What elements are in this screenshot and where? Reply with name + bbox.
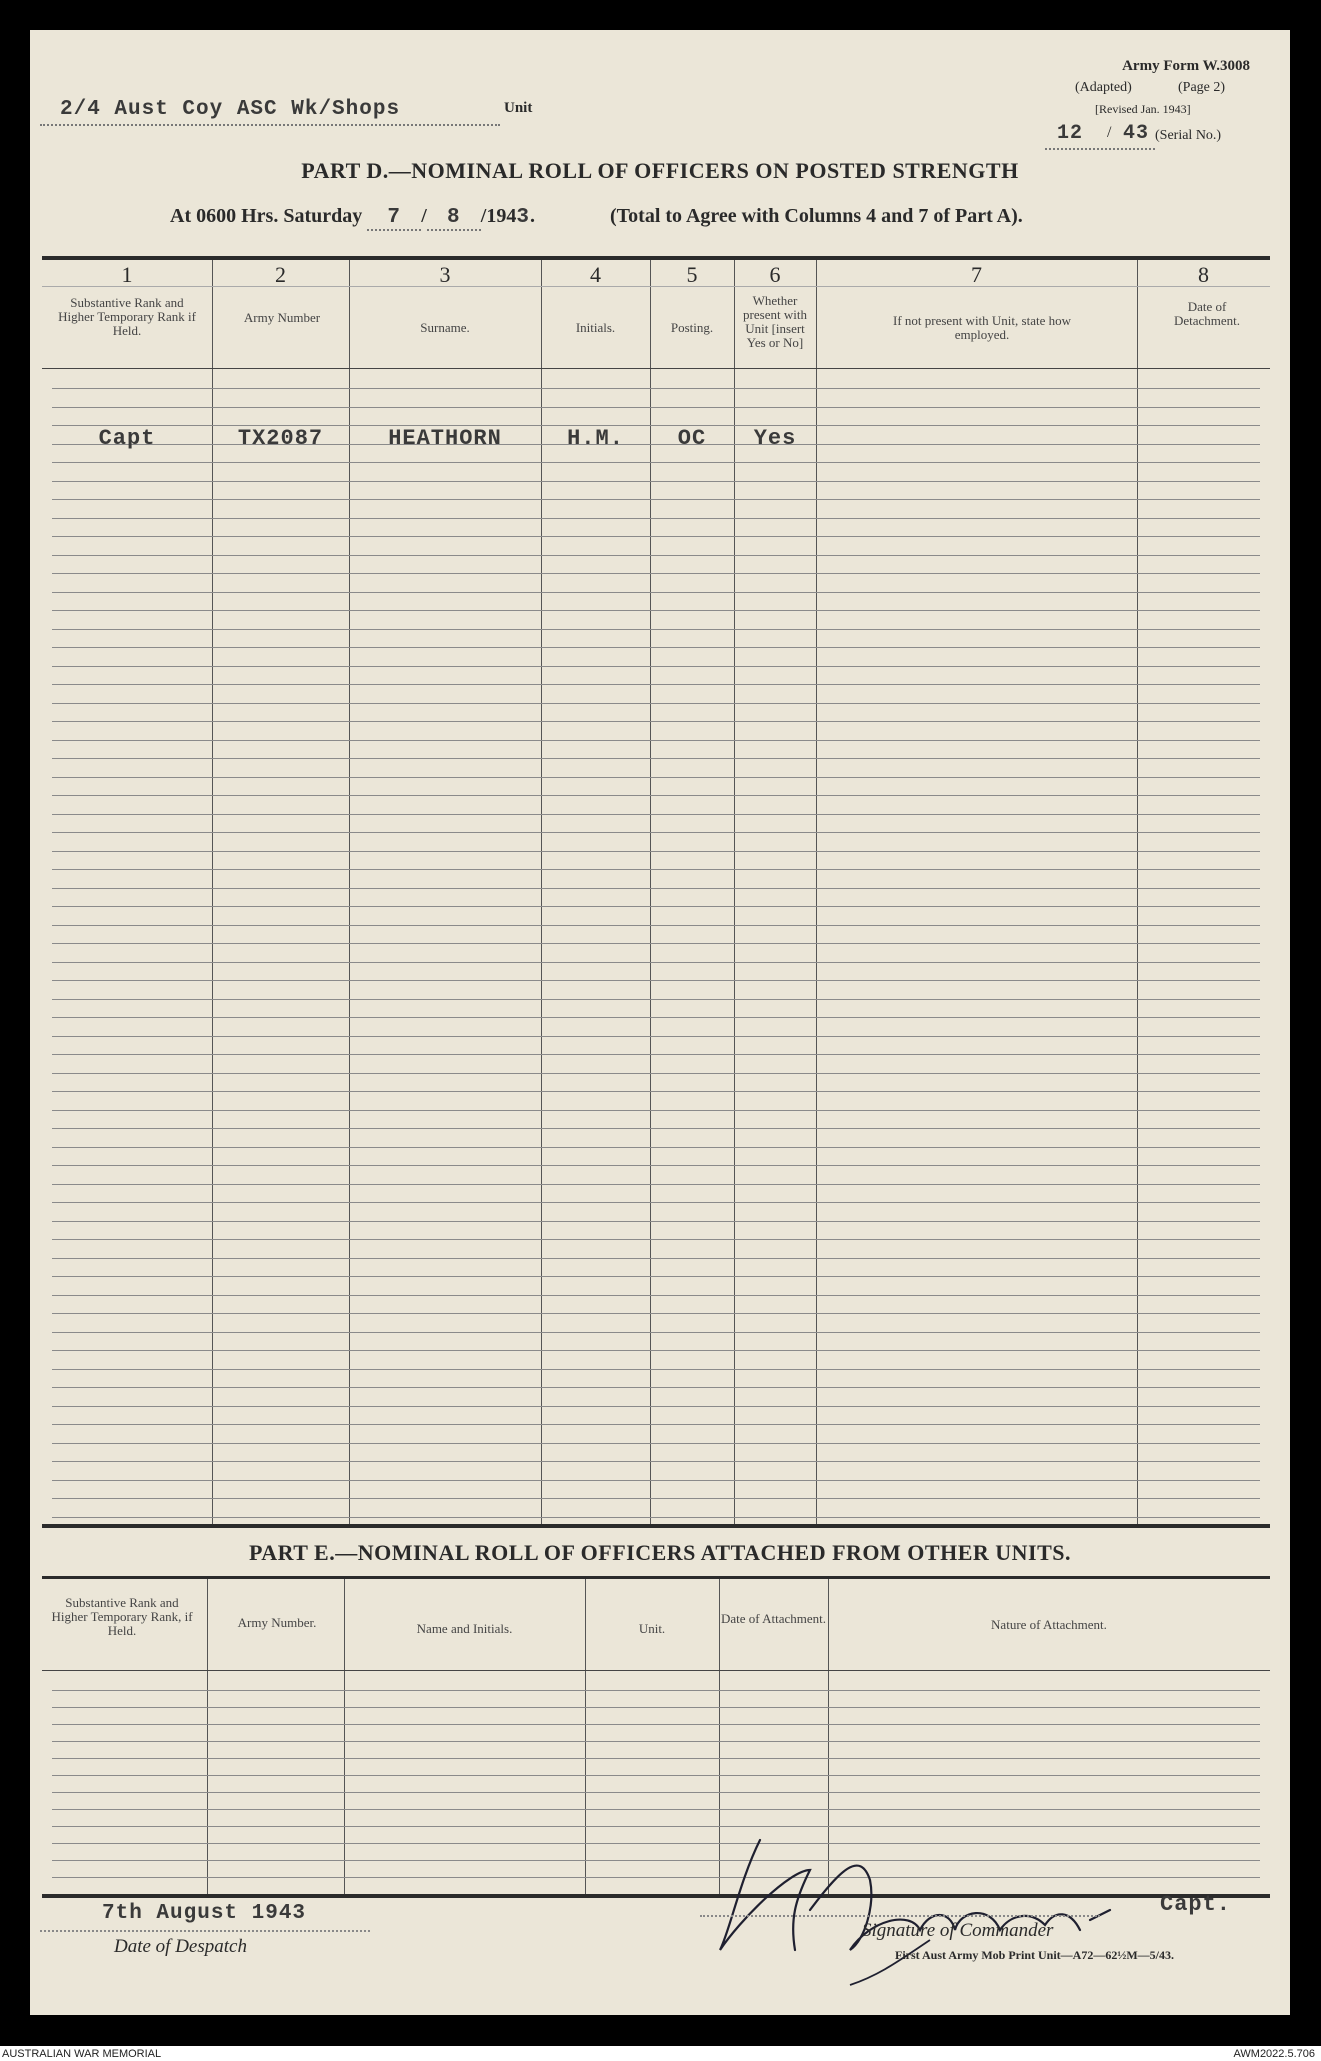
ruled-line: [52, 1480, 1260, 1481]
cell-rank: Capt: [98, 426, 156, 451]
ruled-line: [52, 388, 1260, 389]
ruled-line: [52, 481, 1260, 482]
signature-dotted-line: [700, 1915, 1100, 1917]
ruled-line: [52, 647, 1260, 648]
signature-label: Signature of Commander: [862, 1920, 1054, 1941]
ruled-line: [52, 1406, 1260, 1407]
ruled-line: [52, 721, 1260, 722]
ruled-line: [52, 1775, 1260, 1776]
ruled-line: [52, 1741, 1260, 1742]
cell-army-number: TX2087: [237, 426, 324, 451]
ruled-line: [52, 1221, 1260, 1222]
ruled-line: [52, 740, 1260, 741]
form-number: Army Form W.3008: [1122, 58, 1250, 74]
ruled-line: [52, 666, 1260, 667]
year-digit: 3: [516, 206, 530, 229]
form-adapted: (Adapted): [1075, 80, 1132, 95]
ruled-line: [52, 573, 1260, 574]
col-head-surname: Surname.: [420, 320, 470, 335]
ruled-line: [52, 758, 1260, 759]
archive-caption-right: AWM2022.5.706: [1233, 2048, 1315, 2060]
total-note: (Total to Agree with Columns 4 and 7 of Part A).: [610, 205, 1023, 227]
ruled-line: [52, 1387, 1260, 1388]
ruled-line: [52, 592, 1260, 593]
ruled-line: [52, 888, 1260, 889]
cell-present: Yes: [753, 426, 797, 451]
ruled-line: [52, 1258, 1260, 1259]
ruled-line: [52, 962, 1260, 963]
cell-surname: HEATHORN: [388, 426, 502, 451]
ruled-line: [52, 555, 1260, 556]
form-page: (Page 2): [1178, 80, 1226, 95]
serial-label: (Serial No.): [1155, 128, 1222, 143]
ruled-line: [52, 814, 1260, 815]
col-num-7: 7: [971, 262, 982, 287]
ruled-line: [52, 832, 1260, 833]
ruled-line: [52, 851, 1260, 852]
ruled-line: [52, 1128, 1260, 1129]
col-num-3: 3: [439, 262, 451, 287]
col-num-8: 8: [1198, 262, 1209, 287]
col-num-4: 4: [590, 262, 601, 287]
archive-caption-left: AUSTRALIAN WAR MEMORIAL: [2, 2048, 162, 2060]
despatch-date: 7th August 1943: [102, 1902, 307, 1925]
ruled-line: [52, 1461, 1260, 1462]
army-form-page: [30, 30, 1290, 2015]
ruled-line: [52, 1110, 1260, 1111]
at-prefix: At 0600 Hrs. Saturday: [170, 205, 363, 227]
ruled-line: [52, 906, 1260, 907]
ruled-line: [52, 1184, 1260, 1185]
part-d-title: PART D.—NOMINAL ROLL OF OFFICERS ON POSTED STRENGTH: [301, 158, 1019, 183]
e-col-nature: Nature of Attachment.: [991, 1617, 1107, 1632]
col-num-1: 1: [121, 262, 133, 287]
ruled-line: [52, 869, 1260, 870]
commander-rank: Capt.: [1160, 1892, 1232, 1917]
e-col-unit: Unit.: [638, 1621, 666, 1636]
ruled-line: [52, 536, 1260, 537]
col-head-posting: Posting.: [670, 320, 714, 335]
ruled-line: [52, 684, 1260, 685]
unit-value: 2/4 Aust Coy ASC Wk/Shops: [60, 98, 401, 121]
printer-note: First Aust Army Mob Print Unit—A72—62½M—5/43.: [895, 1948, 1174, 1962]
e-col-rank: Substantive Rank and Higher Temporary Rank, if Held.: [51, 1595, 193, 1638]
date-day: 7: [387, 206, 402, 229]
ruled-line: [52, 1443, 1260, 1444]
ruled-line: [52, 518, 1260, 519]
ruled-line: [52, 1350, 1260, 1351]
col-num-2: 2: [275, 262, 286, 287]
ruled-line: [52, 1690, 1260, 1691]
ruled-line: [52, 1054, 1260, 1055]
cell-posting: OC: [677, 426, 707, 451]
ruled-line: [52, 499, 1260, 500]
ruled-line: [52, 980, 1260, 981]
serial-field: 12 / 43: [1045, 122, 1155, 150]
form-revised: [Revised Jan. 1943]: [1095, 102, 1191, 116]
ruled-line: [52, 1091, 1260, 1092]
ruled-line: [52, 1792, 1260, 1793]
ruled-line: [52, 1147, 1260, 1148]
ruled-line: [52, 462, 1260, 463]
ruled-line: [52, 1165, 1260, 1166]
col-num-6: 6: [769, 262, 781, 287]
ruled-line: [52, 1239, 1260, 1240]
unit-field: [40, 98, 500, 126]
ruled-line: [52, 1017, 1260, 1018]
e-col-name: Name and Initials.: [416, 1621, 513, 1636]
ruled-line: [52, 1707, 1260, 1708]
ruled-line: [52, 1073, 1260, 1074]
unit-label: Unit: [504, 100, 533, 116]
col-head-present: Whether present with Unit [insert Yes or No]: [743, 293, 807, 350]
e-col-army-number: Army Number.: [237, 1615, 317, 1630]
part-d-date-line: At 0600 Hrs. Saturday 7 / 8 /1943.: [170, 205, 535, 229]
year-prefix: 194: [486, 205, 517, 227]
cell-initials: H.M.: [567, 426, 624, 451]
col-head-army-number: Army Number: [243, 310, 321, 325]
col-head-employed: If not present with Unit, state how employed.: [893, 313, 1071, 342]
ruled-line: [52, 1724, 1260, 1725]
col-head-initials: Initials.: [575, 320, 616, 335]
ruled-line: [52, 925, 1260, 926]
ruled-line: [52, 1313, 1260, 1314]
ruled-line: [52, 407, 1260, 408]
ruled-line: [52, 610, 1260, 611]
serial-value: 12: [1057, 122, 1084, 145]
ruled-line: [52, 1498, 1260, 1499]
serial-year: 43: [1123, 122, 1150, 145]
despatch-dotted-line: [40, 1930, 370, 1932]
col-head-rank: Substantive Rank and Higher Temporary Rank if Held.: [58, 295, 196, 338]
ruled-line: [52, 1202, 1260, 1203]
ruled-line: [52, 777, 1260, 778]
col-num-5: 5: [686, 262, 698, 287]
ruled-line: [52, 1276, 1260, 1277]
ruled-line: [52, 703, 1260, 704]
date-month: 8: [446, 206, 461, 229]
col-head-detachment: Date of Detachment.: [1173, 299, 1241, 328]
ruled-line: [52, 1758, 1260, 1759]
commander-signature: [700, 1810, 1130, 1990]
e-col-date: Date of Attachment.: [720, 1611, 827, 1626]
ruled-line: [52, 1517, 1260, 1518]
despatch-label: Date of Despatch: [114, 1936, 247, 1957]
ruled-line: [52, 1036, 1260, 1037]
ruled-line: [52, 629, 1260, 630]
part-d-table: [42, 256, 1270, 1528]
ruled-line: [52, 1369, 1260, 1370]
ruled-line: [52, 795, 1260, 796]
ruled-line: [52, 999, 1260, 1000]
part-e-title: PART E.—NOMINAL ROLL OF OFFICERS ATTACHED FROM OTHER UNITS.: [248, 1540, 1072, 1565]
ruled-line: [52, 1332, 1260, 1333]
ruled-line: [52, 1424, 1260, 1425]
ruled-line: [52, 1295, 1260, 1296]
ruled-line: [52, 943, 1260, 944]
